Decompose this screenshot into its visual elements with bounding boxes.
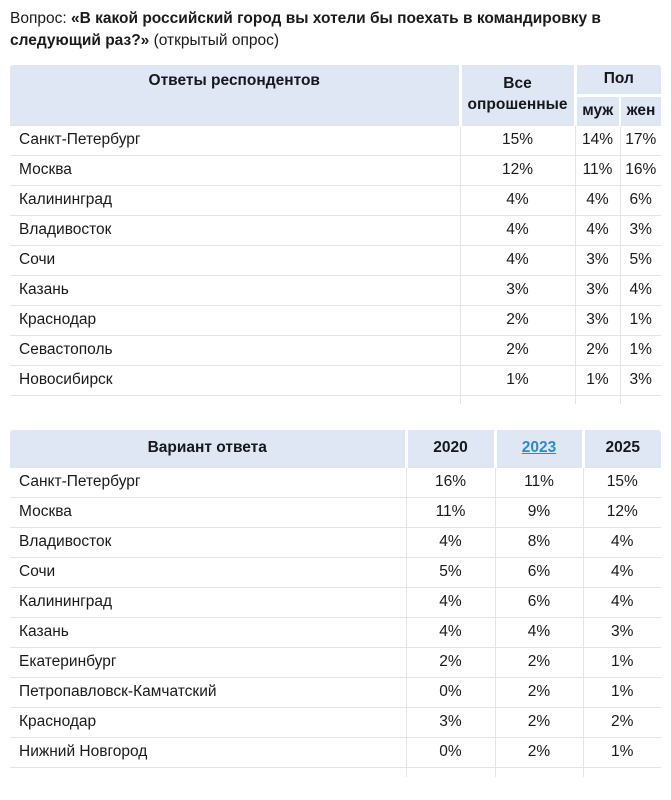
row-all-value: 15%: [460, 125, 575, 155]
table-row: [10, 335, 661, 365]
col-header-answers: Ответы респондентов: [10, 65, 460, 125]
row-female-value: 6%: [620, 185, 661, 215]
row-2020-value: 4%: [406, 587, 495, 617]
row-female-value: 17%: [620, 125, 661, 155]
table-row: [10, 557, 661, 587]
years-table-header: [10, 430, 661, 467]
row-2025-value: 3%: [583, 617, 661, 647]
row-city-label: Санкт-Петербург: [10, 125, 460, 155]
row-2023-value: 2%: [495, 707, 583, 737]
row-city-label: Краснодар: [10, 305, 460, 335]
row-city-label: Екатеринбург: [10, 647, 406, 677]
row-2023-value: 6%: [495, 587, 583, 617]
row-male-value: 14%: [575, 125, 620, 155]
table-row: [10, 365, 661, 395]
row-2025-value: 4%: [583, 527, 661, 557]
row-male-value: 4%: [575, 185, 620, 215]
row-2025-value: 1%: [583, 677, 661, 707]
row-2023-value: 4%: [495, 617, 583, 647]
row-female-value: 5%: [620, 245, 661, 275]
table-row: [10, 647, 661, 677]
row-2020-value: 5%: [406, 557, 495, 587]
question-prefix: Вопрос:: [10, 10, 71, 27]
col-header-2025: 2025: [583, 430, 661, 467]
col-header-2023: [495, 430, 583, 467]
row-all-value: 4%: [460, 245, 575, 275]
question-text: [10, 8, 661, 52]
row-2025-value: 2%: [583, 707, 661, 737]
survey-by-year-table: [10, 430, 661, 777]
row-2020-value: 2%: [406, 647, 495, 677]
row-female-value: 16%: [620, 155, 661, 185]
row-female-value: 3%: [620, 215, 661, 245]
col-header-all-respondents: Все опрошенные: [460, 65, 575, 125]
table-row: [10, 677, 661, 707]
row-2020-value: 16%: [406, 467, 495, 497]
row-city-label: Сочи: [10, 557, 406, 587]
row-male-value: 2%: [575, 335, 620, 365]
row-city-label: Владивосток: [10, 215, 460, 245]
col-header-male: муж: [575, 95, 620, 125]
row-2020-value: 11%: [406, 497, 495, 527]
col-header-answer-option: Вариант ответа: [10, 430, 406, 467]
row-2020-value: 4%: [406, 617, 495, 647]
table-row: [10, 215, 661, 245]
row-all-value: 2%: [460, 305, 575, 335]
table-row: [10, 527, 661, 557]
row-all-value: 1%: [460, 365, 575, 395]
table-row: [10, 497, 661, 527]
row-2025-value: 1%: [583, 737, 661, 767]
question-bold: «В какой российский город вы хотели бы поехать в командировку в следующий раз?»: [10, 10, 601, 49]
row-2020-value: 4%: [406, 527, 495, 557]
table-row: [10, 467, 661, 497]
table-row: [10, 617, 661, 647]
table-row: [10, 155, 661, 185]
row-city-label: Сочи: [10, 245, 460, 275]
row-all-value: 4%: [460, 215, 575, 245]
row-city-label: Краснодар: [10, 707, 406, 737]
row-2020-value: 0%: [406, 737, 495, 767]
row-2023-value: 8%: [495, 527, 583, 557]
row-city-label: Казань: [10, 275, 460, 305]
row-2020-value: 3%: [406, 707, 495, 737]
row-city-label: Калининград: [10, 185, 460, 215]
row-male-value: 11%: [575, 155, 620, 185]
row-2023-value: 11%: [495, 467, 583, 497]
survey-by-gender-table: [10, 65, 661, 404]
row-2023-value: 2%: [495, 647, 583, 677]
row-2023-value: 6%: [495, 557, 583, 587]
row-female-value: 1%: [620, 335, 661, 365]
survey-table-body: [10, 125, 661, 395]
question-suffix: (открытый опрос): [149, 32, 280, 49]
row-2023-value: 2%: [495, 677, 583, 707]
row-male-value: 3%: [575, 305, 620, 335]
row-city-label: Москва: [10, 497, 406, 527]
row-2025-value: 15%: [583, 467, 661, 497]
col-header-2020: 2020: [406, 430, 495, 467]
survey-table-header: [10, 65, 661, 125]
row-2020-value: 0%: [406, 677, 495, 707]
row-city-label: Владивосток: [10, 527, 406, 557]
row-city-label: Петропавловск-Камчатский: [10, 677, 406, 707]
table-row: [10, 305, 661, 335]
row-all-value: 2%: [460, 335, 575, 365]
row-city-label: Калининград: [10, 587, 406, 617]
years-table-clipped-row: [10, 767, 661, 777]
col-header-female: жен: [620, 95, 661, 125]
row-city-label: Нижний Новгород: [10, 737, 406, 767]
row-2025-value: 4%: [583, 557, 661, 587]
row-female-value: 1%: [620, 305, 661, 335]
row-2025-value: 4%: [583, 587, 661, 617]
row-city-label: Новосибирск: [10, 365, 460, 395]
row-city-label: Санкт-Петербург: [10, 467, 406, 497]
row-2023-value: 9%: [495, 497, 583, 527]
row-2023-value: 2%: [495, 737, 583, 767]
table-row: [10, 125, 661, 155]
row-male-value: 3%: [575, 275, 620, 305]
row-city-label: Казань: [10, 617, 406, 647]
table-row: [10, 245, 661, 275]
row-male-value: 1%: [575, 365, 620, 395]
row-all-value: 3%: [460, 275, 575, 305]
row-city-label: Москва: [10, 155, 460, 185]
row-male-value: 3%: [575, 245, 620, 275]
table-row: [10, 737, 661, 767]
survey-table-clipped-row: [10, 395, 661, 404]
table-row: [10, 707, 661, 737]
table-row: [10, 185, 661, 215]
row-all-value: 12%: [460, 155, 575, 185]
years-table-body: [10, 467, 661, 767]
year-2023-link[interactable]: 2023: [521, 439, 557, 457]
row-2025-value: 12%: [583, 497, 661, 527]
col-header-gender: Пол: [575, 65, 661, 95]
row-city-label: Севастополь: [10, 335, 460, 365]
table-row: [10, 275, 661, 305]
row-female-value: 3%: [620, 365, 661, 395]
table-row: [10, 587, 661, 617]
row-all-value: 4%: [460, 185, 575, 215]
row-2025-value: 1%: [583, 647, 661, 677]
row-male-value: 4%: [575, 215, 620, 245]
row-female-value: 4%: [620, 275, 661, 305]
